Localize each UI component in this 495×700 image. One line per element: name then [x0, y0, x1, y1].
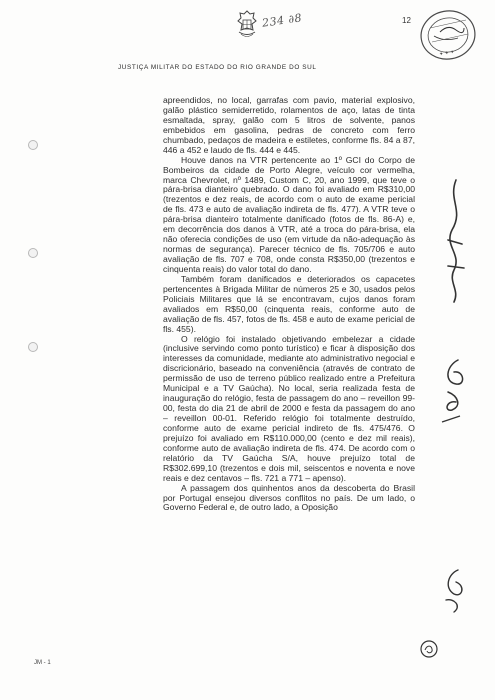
- paragraph: Houve danos na VTR pertencente ao 1º GCI do Corpo de Bombeiros da cidade de Porto Alegre, veículo cor vermelha, marca Chevrolet, nº 1489, Custom C, 20, ano 1999, que teve o pára-brisa dianteiro quebrado. O dano foi avaliado em R$310,00 (trezentos e dez reais, de acordo com o auto de exame pericial de fls. 473 e auto de avaliação indireta de fls. 477). A VTR teve o pára-brisa dianteiro totalmente danificado (fotos de fls. 86-A) e, em decorrência dos danos à VTR, até a troca do pára-brisa, ela não oferecia condições de uso (em virtude da não-adequação às normas de segurança). Parecer técnico de fls. 705/706 e auto avaliação de fls. 707 e 708, onde consta R$350,00 (trezentos e cinquenta reais) do valor total do dano.: [163, 154, 415, 274]
- signature-stroke: [442, 416, 460, 422]
- form-code: JM - 1: [34, 660, 51, 666]
- binder-hole: [28, 342, 38, 352]
- institution-header: JUSTIÇA MILITAR DO ESTADO DO RIO GRANDE DO SUL: [118, 64, 317, 71]
- paragraph: O relógio foi instalado objetivando embelezar a cidade (inclusive servindo como ponto turístico) e ficar à disposição dos interesses da comunidade, mediante ato administrativo negocial e discricionário, baseado na conveniência (através de contrato de permissão de uso de terreno público realizado entre a Prefeitura Municipal e a TV Gaúcha). No local, seria realizada festa de inauguração do relógio, festa de passagem do ano – reveillon 99-00, festa do dia 21 de abril de 2000 e festa da passagem do ano – reveillon 00-01. Referido relógio foi totalmente destruído, conforme auto de exame pericial indireto de fls. 475/476. O prejuízo foi avaliado em R$110.000,00 (cento e dez mil reais), conforme auto de avaliação indireta de fls. 474. De acordo com o relatório da TV Gaúcha S/A, houve prejuízo total de R$302.699,10 (trezentos e dois mil, seiscentos e noventa e nove reais e dez centavos – fls. 721 a 771 – apenso).: [163, 333, 415, 483]
- margin-signatures: [418, 170, 478, 640]
- paragraph: Também foram danificados e deteriorados os capacetes pertencentes à Brigada Militar de números 25 e 30, usados pelos Policiais Militares que lá se encontravam, cujos danos foram avaliados em R$50,00 (cinquenta reais, conforme auto de avaliação de fls. 457, fotos de fls. 458 e auto de exame pericial de fls. 455).: [163, 273, 415, 334]
- coat-of-arms-icon: [236, 10, 258, 40]
- binder-hole: [28, 248, 38, 258]
- page-number: 12: [402, 16, 411, 25]
- signature-stroke: [447, 360, 463, 410]
- binder-hole: [28, 140, 38, 150]
- document-body: [163, 96, 415, 513]
- paragraph: apreendidos, no local, garrafas com pavio, material explosivo, galão plástico semiderretido, rolamentos de aço, latas de tinta esmaltada, spray, galão com 5 litros de solvente, panos embebidos em gasolina, pedras de concreto com ferro chumbado, pedaços de madeira e estiletes, conforme fls. 84 a 87, 446 a 452 e laudo de fls. 444 e 445.: [163, 95, 415, 155]
- handwritten-folio-number: 234 ∂8: [261, 11, 303, 30]
- court-seal-stamp-icon: [418, 6, 478, 64]
- signature-stroke: [446, 570, 462, 612]
- signature-stroke: [448, 180, 464, 302]
- paragraph: A passagem dos quinhentos anos da descoberta do Brasil por Portugal ensejou diversos conflitos no país. De um lado, o Governo Federal e, de outro lado, a Oposição: [163, 482, 415, 513]
- handwritten-initial-icon: [418, 638, 440, 660]
- svg-text:✦ ✦ ✦: ✦ ✦ ✦: [438, 49, 455, 58]
